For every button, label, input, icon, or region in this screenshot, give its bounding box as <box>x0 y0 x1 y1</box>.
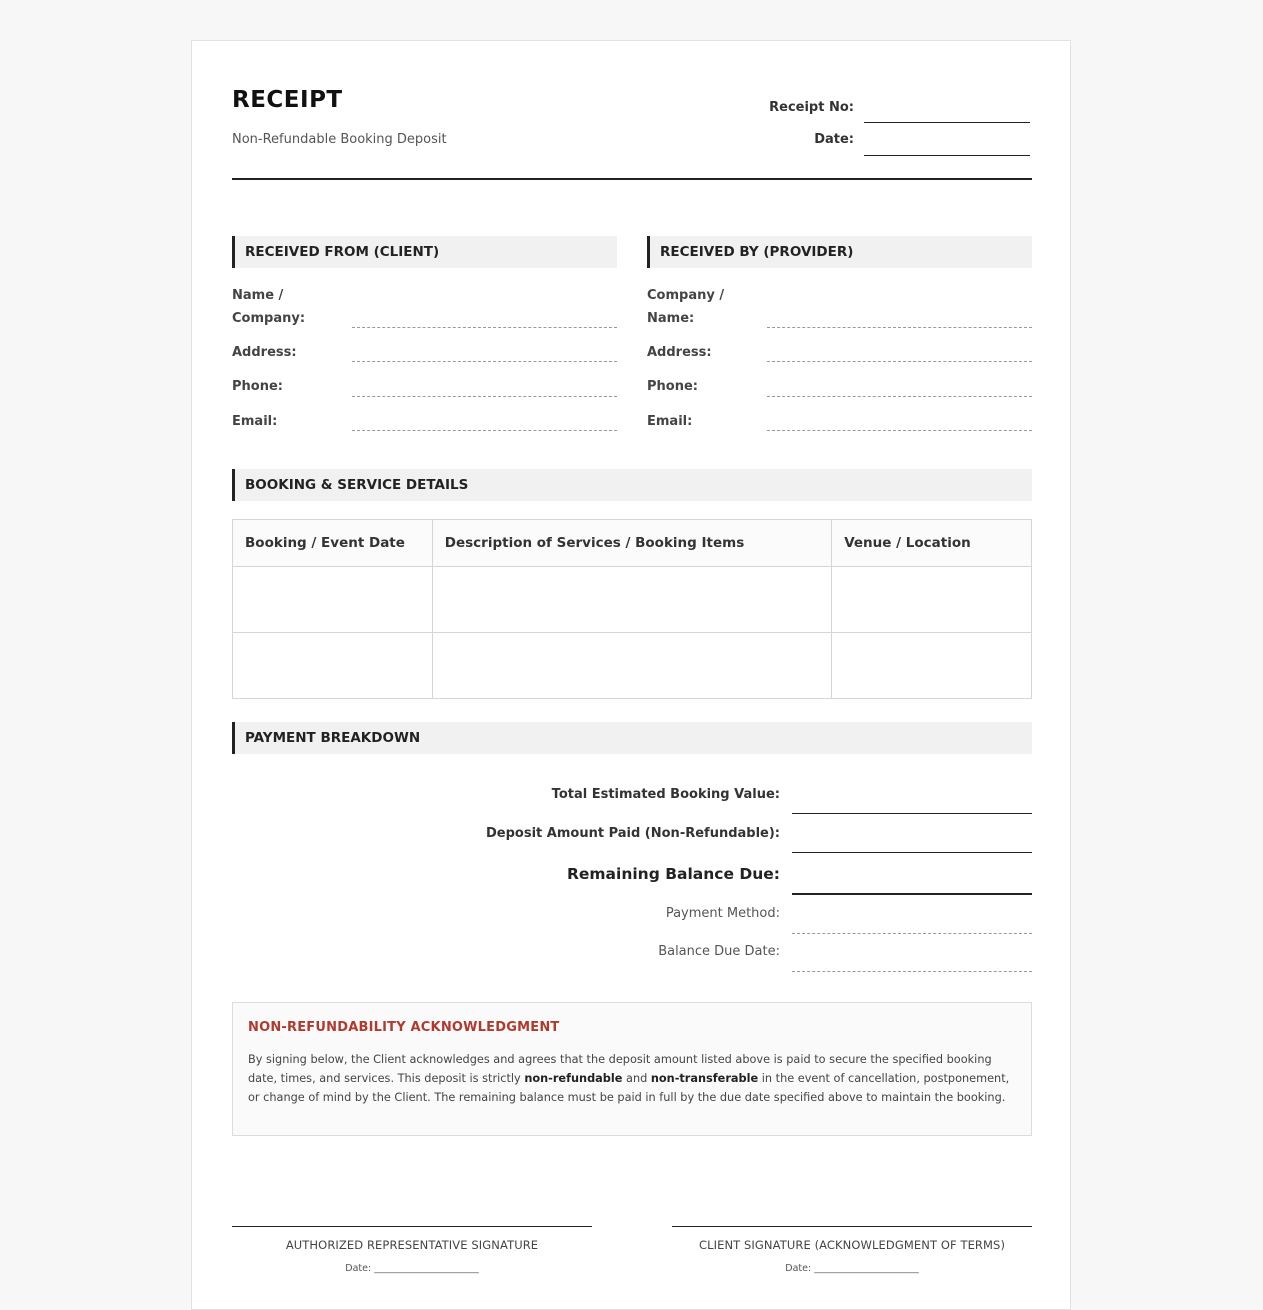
provider-address-field[interactable] <box>767 361 1032 362</box>
notice-text-part: and <box>622 1072 651 1085</box>
notice-bold-non-transferable: non-transferable <box>650 1072 759 1085</box>
receipt-date-label: Date: <box>814 132 854 147</box>
column-header-venue: Venue / Location <box>832 520 1032 567</box>
provider-name-field[interactable] <box>767 327 1032 328</box>
booking-table <box>232 519 1032 699</box>
notice-text-part: By signing below, the Client acknowledges and agrees that the deposit amount listed above is paid to secure the specified booking date, times, and services. This deposit is strictly <box>248 1053 992 1085</box>
payment-section-heading: PAYMENT BREAKDOWN <box>232 722 1032 754</box>
header-divider <box>232 178 1032 180</box>
notice-text-part: in the event of cancellation, postponement, or change of mind by the Client. The remaining balance must be paid in full by the due date specified above to maintain the booking. <box>248 1072 1010 1104</box>
client-address-label: Address: <box>232 345 297 360</box>
table-cell[interactable] <box>832 567 1032 633</box>
table-cell[interactable] <box>233 567 433 633</box>
client-name-field[interactable] <box>352 327 617 328</box>
balance-due-date-label: Balance Due Date: <box>658 944 780 959</box>
client-phone-field[interactable] <box>352 396 617 397</box>
table-cell[interactable] <box>832 633 1032 699</box>
rep-signature-line[interactable] <box>232 1226 592 1227</box>
table-cell[interactable] <box>432 633 831 699</box>
rep-signature-date: Date: ______________________ <box>345 1263 479 1274</box>
payment-method-field[interactable] <box>792 933 1032 934</box>
remaining-balance-label: Remaining Balance Due: <box>566 865 780 883</box>
booking-table-header-row <box>233 520 1032 567</box>
notice-title: NON-REFUNDABILITY ACKNOWLEDGMENT <box>248 1020 560 1035</box>
provider-address-label: Address: <box>647 345 712 360</box>
table-row <box>233 633 1032 699</box>
provider-phone-field[interactable] <box>767 396 1032 397</box>
deposit-amount-field[interactable] <box>792 852 1032 853</box>
total-value-label: Total Estimated Booking Value: <box>551 787 780 802</box>
receipt-subtitle: Non-Refundable Booking Deposit <box>232 132 447 147</box>
client-email-label: Email: <box>232 414 278 429</box>
balance-due-date-field[interactable] <box>792 971 1032 972</box>
notice-text <box>248 1050 1016 1107</box>
client-email-field[interactable] <box>352 430 617 431</box>
receipt-no-label: Receipt No: <box>769 100 854 115</box>
deposit-amount-label: Deposit Amount Paid (Non-Refundable): <box>486 826 780 841</box>
client-signature-line[interactable] <box>672 1226 1032 1227</box>
table-row <box>233 567 1032 633</box>
remaining-balance-field[interactable] <box>792 893 1032 895</box>
provider-phone-label: Phone: <box>647 379 698 394</box>
total-value-field[interactable] <box>792 813 1032 814</box>
column-header-event-date: Booking / Event Date <box>233 520 433 567</box>
rep-signature-label: AUTHORIZED REPRESENTATIVE SIGNATURE <box>285 1238 539 1252</box>
receipt-date-field[interactable] <box>864 154 1030 156</box>
receipt-document <box>191 40 1071 1310</box>
receipt-no-field[interactable] <box>864 121 1030 123</box>
client-signature-label: CLIENT SIGNATURE (ACKNOWLEDGMENT OF TERMS) <box>698 1238 1006 1252</box>
provider-email-label: Email: <box>647 414 693 429</box>
column-header-description: Description of Services / Booking Items <box>432 520 831 567</box>
client-section-heading: RECEIVED FROM (CLIENT) <box>232 236 617 268</box>
provider-section-heading: RECEIVED BY (PROVIDER) <box>647 236 1032 268</box>
provider-name-label: Company / Name: <box>647 288 725 326</box>
client-phone-label: Phone: <box>232 379 283 394</box>
client-name-label: Name / Company: <box>232 288 306 326</box>
payment-method-label: Payment Method: <box>665 906 780 921</box>
client-address-field[interactable] <box>352 361 617 362</box>
booking-section-heading: BOOKING & SERVICE DETAILS <box>232 469 1032 501</box>
provider-email-field[interactable] <box>767 430 1032 431</box>
notice-bold-non-refundable: non-refundable <box>524 1072 623 1085</box>
client-signature-date: Date: ______________________ <box>785 1263 919 1274</box>
non-refundability-notice <box>232 1002 1032 1136</box>
table-cell[interactable] <box>432 567 831 633</box>
receipt-title: RECEIPT <box>232 87 343 113</box>
table-cell[interactable] <box>233 633 433 699</box>
